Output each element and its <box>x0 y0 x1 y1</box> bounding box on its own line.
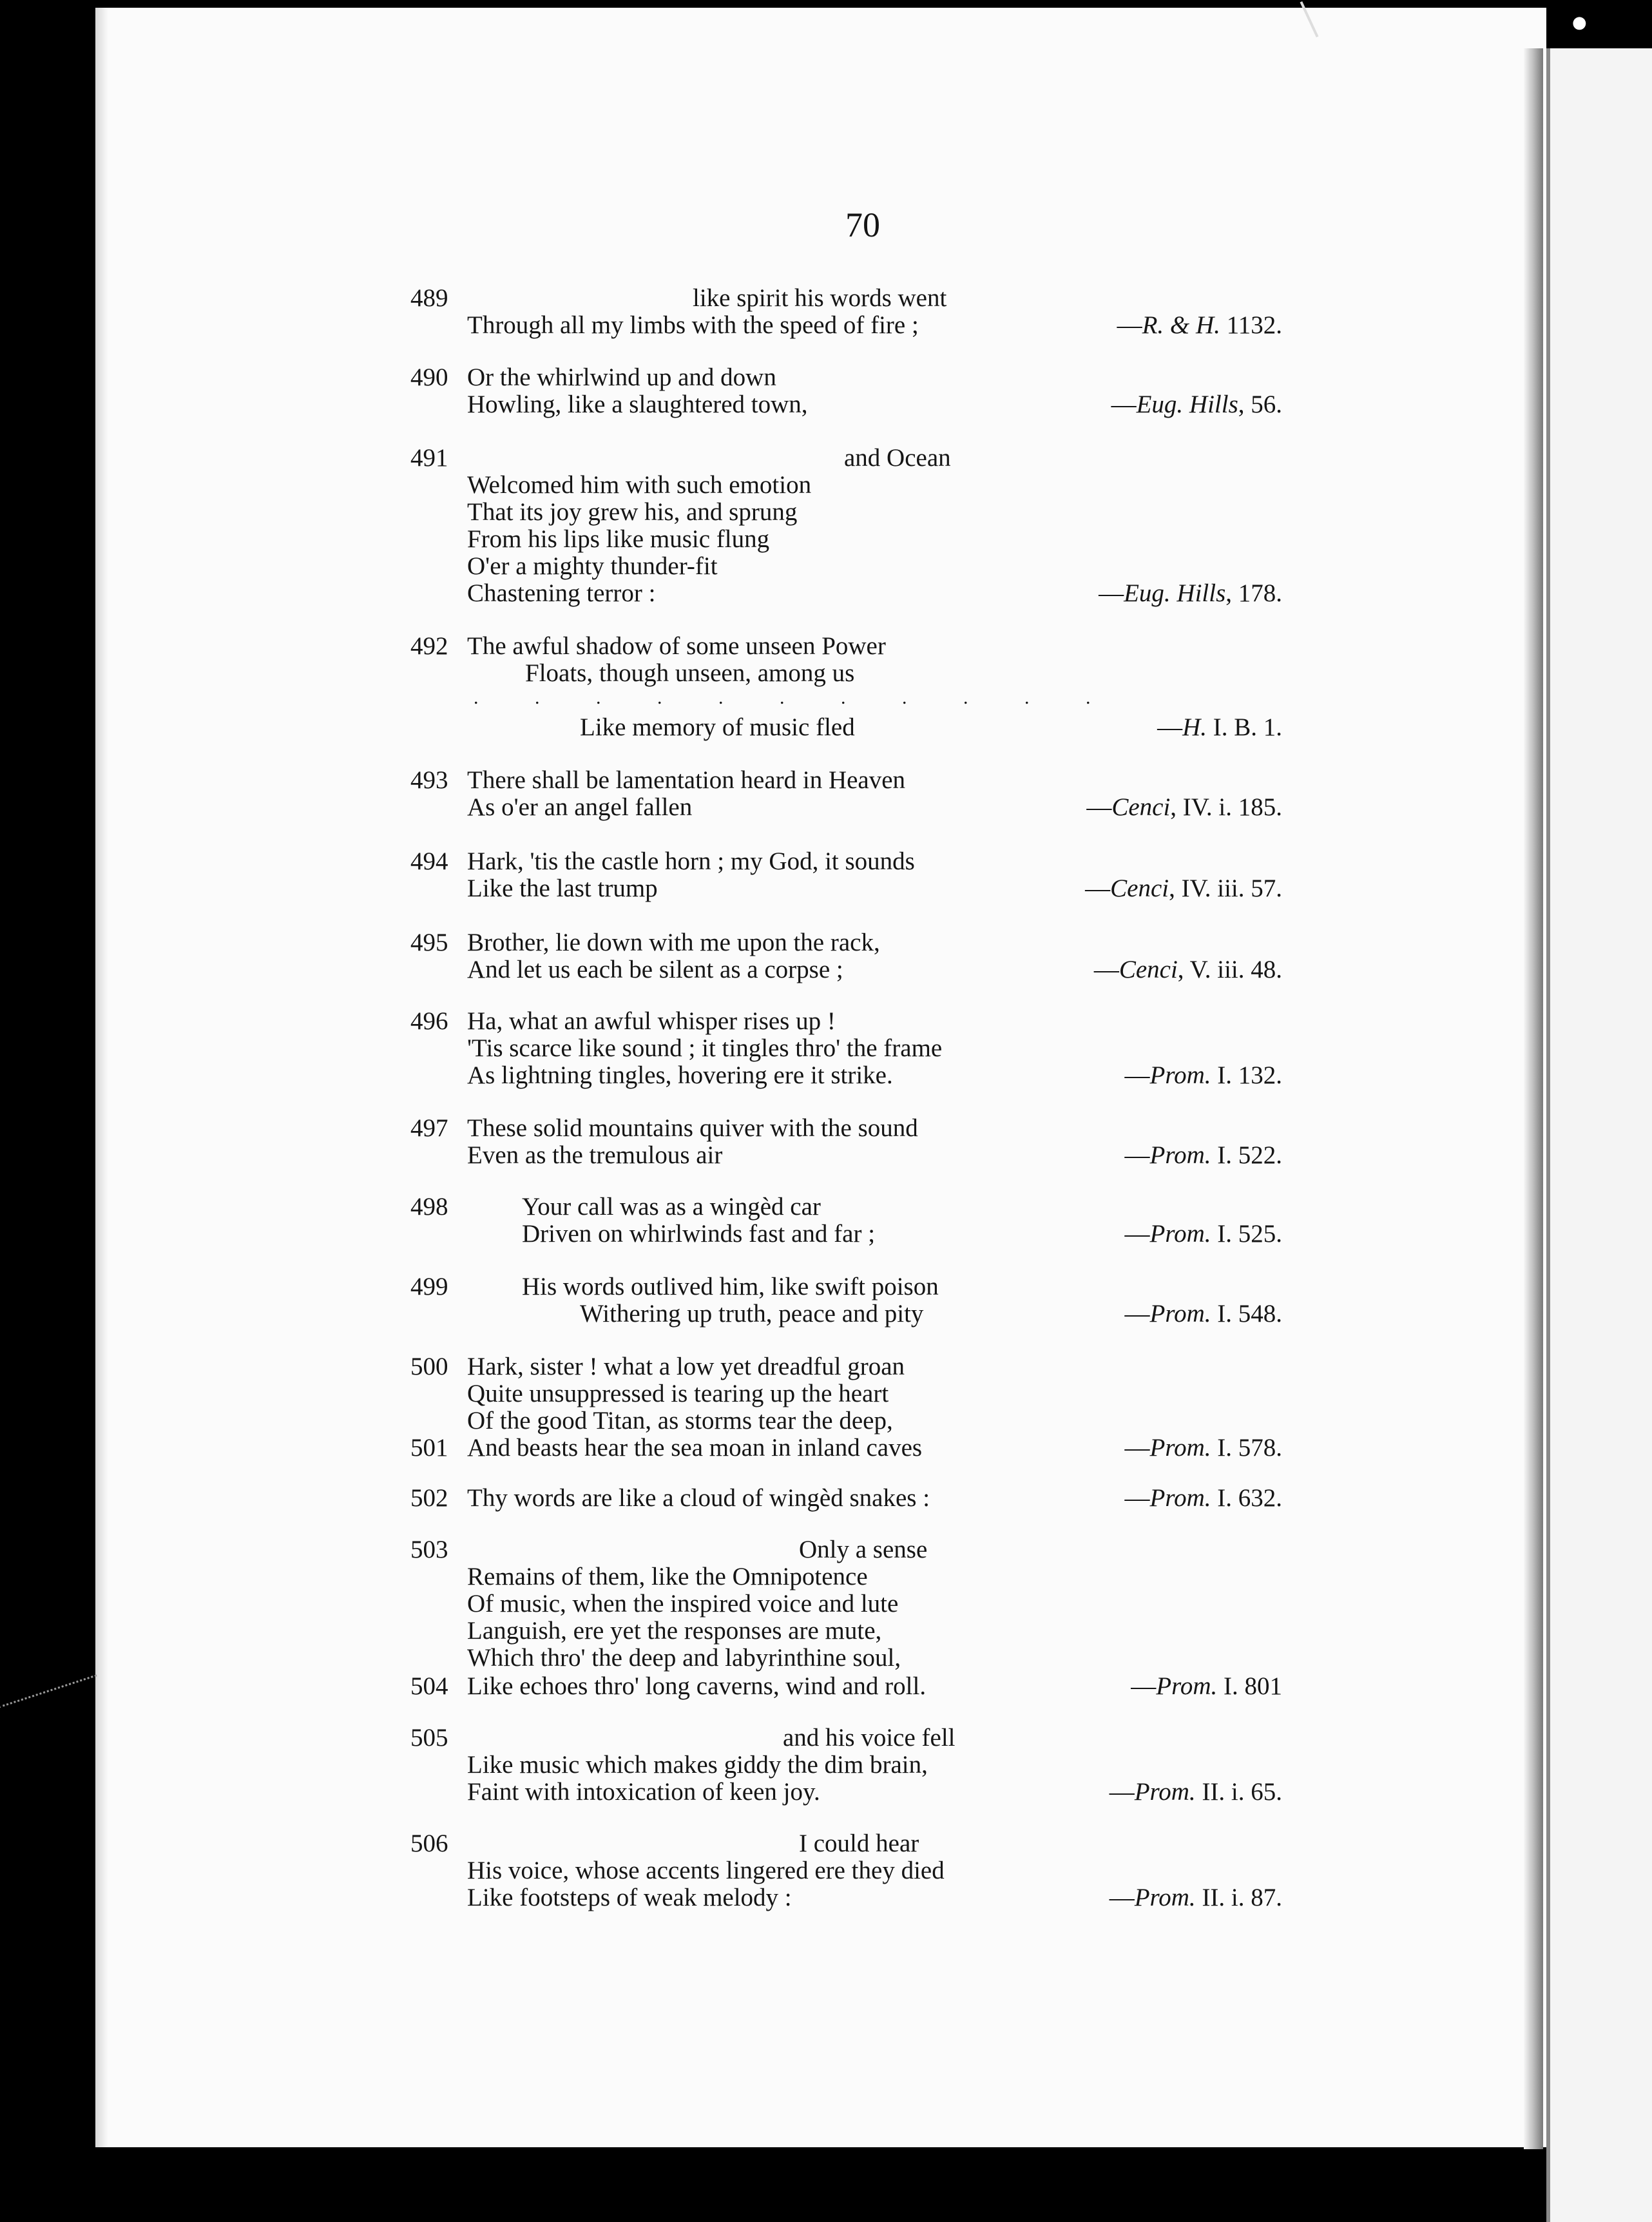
quote-line: From his lips like music flung <box>467 525 770 553</box>
quote-line: Remains of them, like the Omnipotence <box>467 1563 868 1590</box>
source-reference: —Prom. I. 578. <box>1124 1434 1282 1462</box>
quote-line: The awful shadow of some unseen Power <box>467 632 886 660</box>
entry-number: 501 <box>410 1434 448 1462</box>
source-reference: —Prom. I. 522. <box>1124 1141 1282 1169</box>
source-reference: —Cenci, IV. i. 185. <box>1086 793 1282 821</box>
quotation-entry <box>0 1673 1282 1703</box>
quote-line: His words outlived him, like swift poison <box>522 1273 939 1300</box>
quote-line: and his voice fell <box>783 1724 956 1752</box>
source-reference: —Prom. II. i. 65. <box>1109 1778 1282 1806</box>
source-reference: —Eug. Hills, 178. <box>1099 579 1282 607</box>
quote-line: 'Tis scarce like sound ; it tingles thro' the frame <box>467 1034 943 1062</box>
quotation-entry <box>0 1193 1282 1251</box>
entry-number: 494 <box>410 847 448 875</box>
page-gutter-shadow <box>1524 48 1543 2149</box>
quotation-entry <box>0 1008 1282 1092</box>
quote-line: Or the whirlwind up and down <box>467 363 776 391</box>
quote-line: Driven on whirlwinds fast and far ; <box>522 1220 876 1248</box>
source-reference: —Prom. I. 525. <box>1124 1220 1282 1248</box>
quote-line: Like the last trump <box>467 874 658 902</box>
entry-number: 499 <box>410 1273 448 1300</box>
page-number: 70 <box>845 206 880 244</box>
quote-line: Like memory of music fled <box>580 713 855 741</box>
entry-number: 500 <box>410 1353 448 1380</box>
quote-line: Through all my limbs with the speed of fire ; <box>467 311 919 339</box>
quote-line: Like footsteps of weak melody : <box>467 1884 792 1911</box>
quote-line: That its joy grew his, and sprung <box>467 498 798 526</box>
quote-line: Chastening terror : <box>467 579 656 607</box>
quotation-entry <box>0 1724 1282 1808</box>
source-reference: —Prom. I. 801 <box>1131 1672 1282 1700</box>
source-reference: —Cenci, V. iii. 48. <box>1093 956 1282 983</box>
quote-line: Of the good Titan, as storms tear the deep, <box>467 1407 893 1435</box>
source-reference: —Prom. II. i. 87. <box>1109 1884 1282 1911</box>
quotation-entry <box>0 1435 1282 1464</box>
source-reference: —Eug. Hills, 56. <box>1111 391 1282 418</box>
quote-line: There shall be lamentation heard in Heaven <box>467 766 906 794</box>
quote-line: Which thro' the deep and labyrinthine soul, <box>467 1644 901 1672</box>
quote-line: Languish, ere yet the responses are mute, <box>467 1617 882 1645</box>
quote-line: Thy words are like a cloud of wingèd snakes : <box>467 1484 930 1512</box>
source-reference: —R. & H. 1132. <box>1117 311 1282 339</box>
quotation-entry <box>0 633 1282 749</box>
facing-page-edge <box>1546 48 1652 2222</box>
entry-number: 490 <box>410 363 448 391</box>
entry-number: 505 <box>410 1724 448 1752</box>
quotation-entry <box>0 1485 1282 1514</box>
quote-line: O'er a mighty thunder-fit <box>467 552 718 580</box>
quote-line: His voice, whose accents lingered ere they died <box>467 1857 945 1884</box>
entry-number: 493 <box>410 766 448 794</box>
entry-number: 491 <box>410 444 448 472</box>
quotation-entry <box>0 929 1282 987</box>
quote-line: Floats, though unseen, among us <box>525 659 855 687</box>
quote-line: And beasts hear the sea moan in inland caves <box>467 1434 923 1462</box>
entry-number: 489 <box>410 284 448 312</box>
quote-line: Faint with intoxication of keen joy. <box>467 1778 820 1806</box>
ellipsis-dots: . . . . . . . . . . . <box>474 687 1117 708</box>
quotation-entry <box>0 1273 1282 1331</box>
entry-number: 492 <box>410 632 448 660</box>
quote-line: As lightning tingles, hovering ere it strike. <box>467 1061 893 1089</box>
quotation-entry <box>0 285 1282 343</box>
scan-artifact-dot: ● <box>1572 13 1587 32</box>
quote-line: I could hear <box>799 1830 919 1857</box>
entry-number: 506 <box>410 1830 448 1857</box>
quotation-entry <box>0 767 1282 825</box>
quote-line: Like echoes thro' long caverns, wind and roll. <box>467 1672 927 1700</box>
quotation-entry <box>0 364 1282 422</box>
source-reference: —Cenci, IV. iii. 57. <box>1085 874 1282 902</box>
entry-number: 503 <box>410 1536 448 1563</box>
quote-line: Your call was as a wingèd car <box>522 1193 821 1221</box>
quote-line: Hark, sister ! what a low yet dreadful groan <box>467 1353 905 1380</box>
quote-line: Howling, like a slaughtered town, <box>467 391 808 418</box>
quote-line: Even as the tremulous air <box>467 1141 723 1169</box>
quotation-entry <box>0 1536 1282 1678</box>
quote-line: Quite unsuppressed is tearing up the heart <box>467 1380 889 1407</box>
source-reference: —H. I. B. 1. <box>1157 713 1282 741</box>
quotation-entry <box>0 1830 1282 1914</box>
entry-number: 496 <box>410 1007 448 1035</box>
entry-number: 504 <box>410 1672 448 1700</box>
source-reference: —Prom. I. 632. <box>1124 1484 1282 1512</box>
quote-line: Welcomed him with such emotion <box>467 471 812 499</box>
quotation-entry <box>0 1353 1282 1437</box>
entry-number: 502 <box>410 1484 448 1512</box>
entry-number: 498 <box>410 1193 448 1221</box>
source-reference: —Prom. I. 548. <box>1124 1300 1282 1328</box>
quote-line: Ha, what an awful whisper rises up ! <box>467 1007 836 1035</box>
quote-line: Like music which makes giddy the dim brain, <box>467 1751 928 1779</box>
quote-line: and Ocean <box>844 444 951 472</box>
quote-line: Only a sense <box>799 1536 928 1563</box>
entry-number: 497 <box>410 1114 448 1142</box>
quotation-entry <box>0 445 1282 612</box>
quote-line: Of music, when the inspired voice and lute <box>467 1590 899 1618</box>
quote-line: Withering up truth, peace and pity <box>580 1300 924 1328</box>
quote-line: Brother, lie down with me upon the rack, <box>467 929 880 956</box>
quotation-entry <box>0 1115 1282 1173</box>
quote-line: These solid mountains quiver with the sound <box>467 1114 918 1142</box>
quote-line: like spirit his words went <box>693 284 947 312</box>
entry-number: 495 <box>410 929 448 956</box>
quote-line: As o'er an angel fallen <box>467 793 693 821</box>
quote-line: Hark, 'tis the castle horn ; my God, it sounds <box>467 847 915 875</box>
quotation-entry <box>0 848 1282 906</box>
source-reference: —Prom. I. 132. <box>1124 1061 1282 1089</box>
quote-line: And let us each be silent as a corpse ; <box>467 956 843 983</box>
